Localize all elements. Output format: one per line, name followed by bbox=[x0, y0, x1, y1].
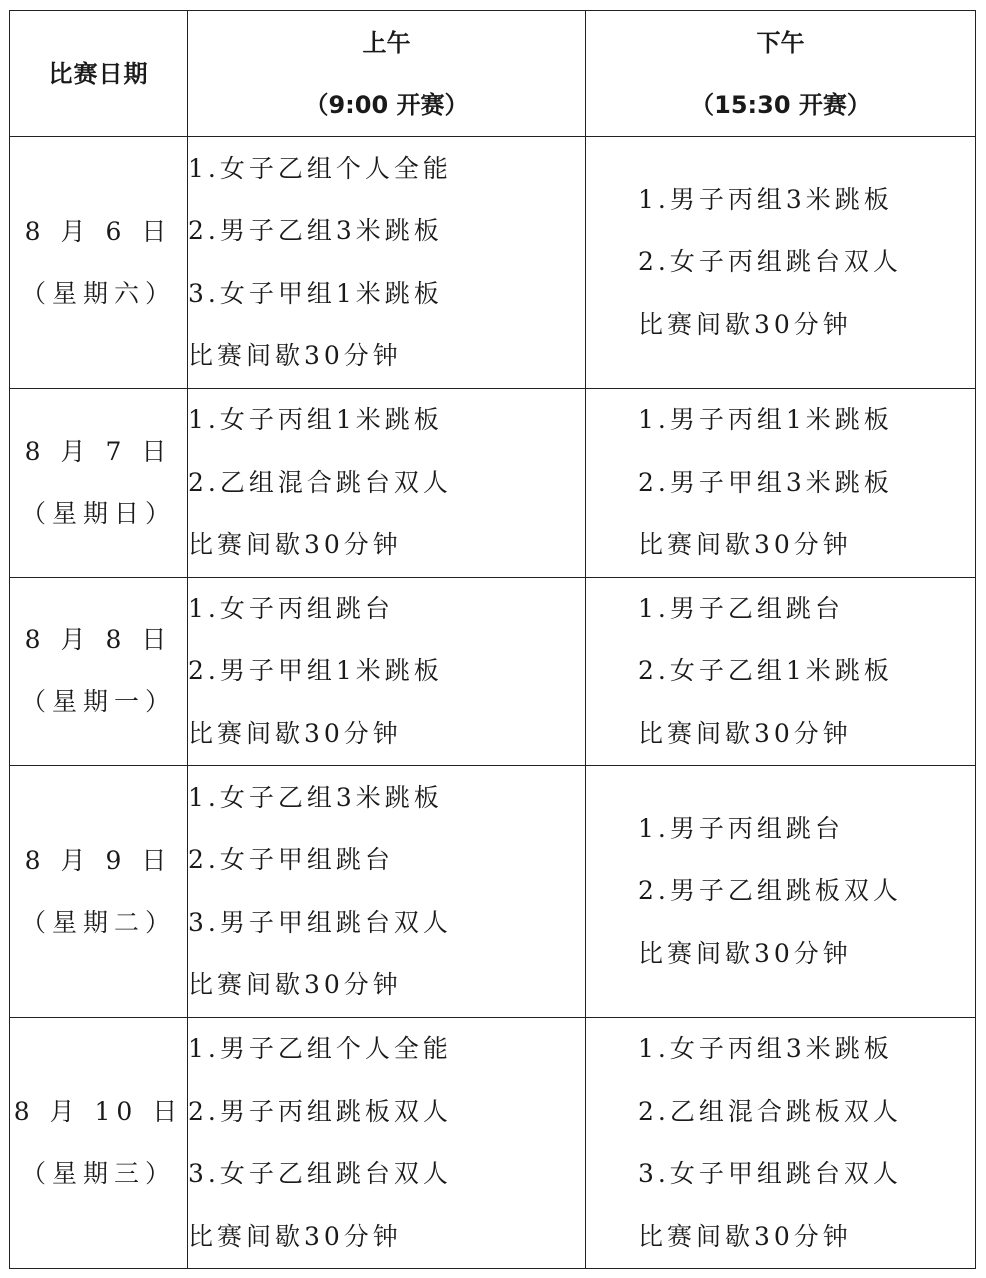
date-label: 8 月 6 日 bbox=[24, 216, 173, 246]
afternoon-events-cell bbox=[586, 137, 976, 389]
header-morning-time: （9:00 开赛） bbox=[304, 90, 469, 119]
header-date-label: 比赛日期 bbox=[48, 59, 149, 88]
event-item: 3.男子甲组跳台双人 bbox=[188, 907, 452, 937]
event-item: 2.男子丙组跳板双人 bbox=[188, 1096, 452, 1126]
event-item: 1.女子乙组3米跳板 bbox=[188, 782, 443, 812]
schedule-row bbox=[10, 137, 976, 389]
weekday-label: （星期六） bbox=[20, 278, 176, 308]
event-item: 1.女子丙组跳台 bbox=[188, 593, 394, 623]
event-item: 2.男子甲组1米跳板 bbox=[188, 656, 443, 685]
weekday-label: （星期一） bbox=[20, 687, 176, 717]
event-item: 比赛间歇30分钟 bbox=[188, 1221, 402, 1251]
schedule-row bbox=[10, 389, 976, 578]
weekday-label: （星期二） bbox=[20, 907, 176, 937]
event-item: 2.男子乙组跳板双人 bbox=[638, 876, 902, 906]
event-item: 3.女子乙组跳台双人 bbox=[188, 1159, 452, 1188]
morning-events-cell bbox=[188, 137, 586, 389]
event-item: 1.女子丙组1米跳板 bbox=[188, 405, 443, 434]
event-item: 1.男子乙组个人全能 bbox=[188, 1034, 452, 1063]
date-cell bbox=[10, 766, 188, 1018]
event-item: 1.女子乙组个人全能 bbox=[188, 153, 452, 183]
date-cell bbox=[10, 137, 188, 389]
date-label: 8 月 9 日 bbox=[24, 845, 173, 875]
event-item: 比赛间歇30分钟 bbox=[638, 718, 852, 748]
morning-events-cell bbox=[188, 1018, 586, 1269]
header-afternoon-title: 下午 bbox=[756, 28, 805, 57]
event-item: 1.男子丙组跳台 bbox=[638, 813, 844, 843]
header-morning bbox=[188, 11, 586, 137]
date-cell bbox=[10, 577, 188, 766]
event-item: 比赛间歇30分钟 bbox=[638, 1221, 852, 1251]
schedule-row bbox=[10, 577, 976, 766]
header-afternoon-time: （15:30 开赛） bbox=[690, 90, 871, 119]
header-row bbox=[10, 11, 976, 137]
event-item: 1.男子乙组跳台 bbox=[638, 593, 844, 623]
event-item: 2.男子乙组3米跳板 bbox=[188, 216, 443, 245]
schedule-row bbox=[10, 766, 976, 1018]
date-label: 8 月 8 日 bbox=[24, 625, 173, 655]
afternoon-events-cell bbox=[586, 1018, 976, 1269]
header-afternoon bbox=[586, 11, 976, 137]
event-item: 2.女子乙组1米跳板 bbox=[638, 656, 893, 685]
date-cell bbox=[10, 389, 188, 578]
competition-schedule-table bbox=[9, 10, 976, 1269]
morning-events-cell bbox=[188, 766, 586, 1018]
schedule-row bbox=[10, 1018, 976, 1269]
event-item: 3.女子甲组跳台双人 bbox=[638, 1159, 902, 1188]
event-item: 比赛间歇30分钟 bbox=[188, 970, 402, 999]
header-date bbox=[10, 11, 188, 137]
date-label: 8 月 7 日 bbox=[24, 436, 173, 466]
afternoon-events-cell bbox=[586, 766, 976, 1018]
event-item: 比赛间歇30分钟 bbox=[188, 718, 402, 748]
afternoon-events-cell bbox=[586, 577, 976, 766]
event-item: 2.女子甲组跳台 bbox=[188, 845, 394, 874]
morning-events-cell bbox=[188, 577, 586, 766]
morning-events-cell bbox=[188, 389, 586, 578]
event-item: 1.男子丙组1米跳板 bbox=[638, 405, 893, 434]
event-item: 比赛间歇30分钟 bbox=[188, 530, 402, 559]
weekday-label: （星期三） bbox=[20, 1159, 176, 1188]
event-item: 比赛间歇30分钟 bbox=[638, 938, 852, 968]
event-item: 2.乙组混合跳台双人 bbox=[188, 467, 452, 497]
header-morning-title: 上午 bbox=[362, 28, 411, 57]
date-label: 8 月 10 日 bbox=[13, 1097, 184, 1126]
event-item: 比赛间歇30分钟 bbox=[188, 341, 402, 370]
event-item: 2.男子甲组3米跳板 bbox=[638, 467, 893, 497]
event-item: 比赛间歇30分钟 bbox=[638, 530, 852, 559]
afternoon-events-cell bbox=[586, 389, 976, 578]
event-item: 3.女子甲组1米跳板 bbox=[188, 278, 443, 308]
date-cell bbox=[10, 1018, 188, 1269]
event-item: 1.男子丙组3米跳板 bbox=[638, 184, 893, 214]
event-item: 1.女子丙组3米跳板 bbox=[638, 1034, 893, 1063]
weekday-label: （星期日） bbox=[20, 498, 176, 528]
event-item: 2.女子丙组跳台双人 bbox=[638, 247, 902, 277]
event-item: 2.乙组混合跳板双人 bbox=[638, 1096, 902, 1126]
event-item: 比赛间歇30分钟 bbox=[638, 309, 852, 339]
